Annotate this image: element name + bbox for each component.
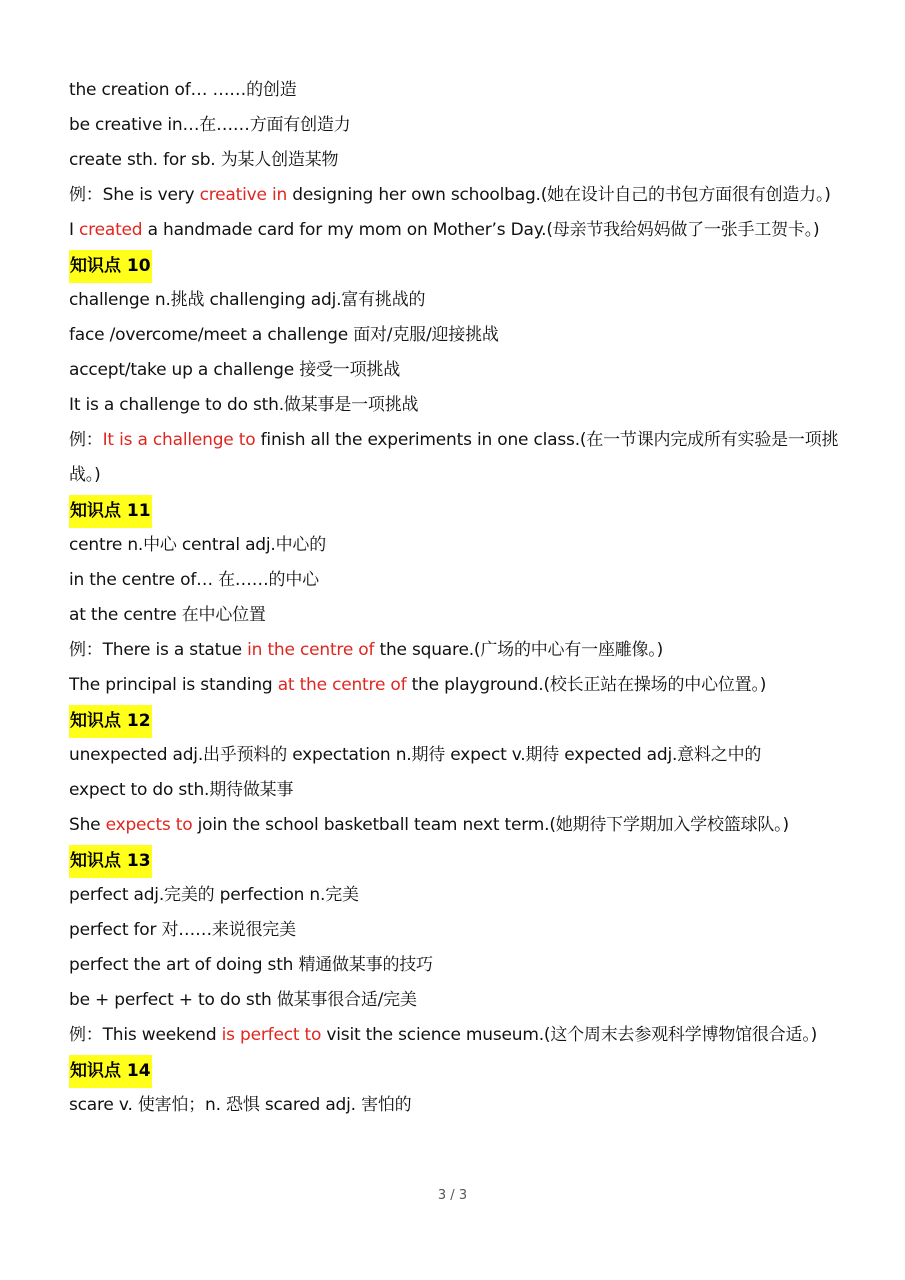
example-prefix: 例：She is very [69, 185, 200, 205]
text-line: accept/take up a challenge 接受一项挑战 [69, 360, 401, 380]
example-rest: visit the science museum.(这个周末去参观科学博物馆很合适。) [321, 1025, 818, 1045]
text-line: It is a challenge to do sth.做某事是一项挑战 [69, 395, 419, 415]
example-keyword: creative in [199, 185, 288, 205]
text-line: scare v. 使害怕；n. 恐惧 scared adj. 害怕的 [69, 1095, 412, 1115]
text-line: expect to do sth.期待做某事 [69, 780, 294, 800]
text-line: at the centre 在中心位置 [69, 605, 266, 625]
text-line: perfect the art of doing sth 精通做某事的技巧 [69, 955, 433, 975]
text-line: centre n.中心 central adj.中心的 [69, 535, 327, 555]
example-rest: a handmade card for my mom on Mother’s Day.(母亲节我给妈妈做了一张手工贺卡。) [142, 220, 820, 240]
example-prefix: I [69, 220, 80, 240]
notes-body [69, 73, 859, 1123]
example-rest: designing her own schoolbag.(她在设计自己的书包方面很有创造力。) [287, 185, 831, 205]
text-line: unexpected adj.出乎预料的 expectation n.期待 expect v.期待 expected adj.意料之中的 [69, 745, 762, 765]
example-rest: the playground.(校长正站在操场的中心位置。) [406, 675, 767, 695]
example-line [69, 178, 859, 213]
heading-label: 知识点 13 [69, 845, 152, 878]
heading-label: 知识点 11 [69, 495, 152, 528]
section-heading-14 [69, 1053, 859, 1088]
example-prefix: She [69, 815, 106, 835]
example-rest: finish all the experiments in one class.(在一节课内完成所有实验是一项挑战。) [69, 430, 839, 485]
example-line [69, 1018, 859, 1053]
example-rest: join the school basketball team next term.(她期待下学期加入学校篮球队。) [192, 815, 789, 835]
text-line: perfect adj.完美的 perfection n.完美 [69, 885, 359, 905]
example-line [69, 668, 859, 703]
section-heading-10 [69, 248, 859, 283]
text-line: the creation of… ……的创造 [69, 80, 297, 100]
example-line [69, 808, 859, 843]
example-line [69, 633, 859, 668]
heading-label: 知识点 12 [69, 705, 152, 738]
example-keyword: in the centre of [247, 640, 375, 660]
text-line: be creative in…在……方面有创造力 [69, 115, 351, 135]
example-keyword: is perfect to [221, 1025, 322, 1045]
heading-label: 知识点 14 [69, 1055, 152, 1088]
text-line: perfect for 对……来说很完美 [69, 920, 296, 940]
example-line [69, 213, 859, 248]
section-heading-13 [69, 843, 859, 878]
page-number: 3 / 3 [437, 1188, 468, 1203]
example-rest: the square.(广场的中心有一座雕像。) [374, 640, 664, 660]
example-keyword: expects to [105, 815, 193, 835]
text-line: in the centre of… 在……的中心 [69, 570, 319, 590]
example-prefix: 例： [69, 430, 103, 450]
example-keyword: created [79, 220, 143, 240]
text-line: challenge n.挑战 challenging adj.富有挑战的 [69, 290, 426, 310]
heading-label: 知识点 10 [69, 250, 152, 283]
example-prefix: The principal is standing [69, 675, 278, 695]
example-keyword: at the centre of [277, 675, 407, 695]
text-line: be + perfect + to do sth 做某事很合适/完美 [69, 990, 417, 1010]
text-line: face /overcome/meet a challenge 面对/克服/迎接挑战 [69, 325, 499, 345]
example-keyword: It is a challenge to [102, 430, 256, 450]
example-line [69, 423, 859, 493]
section-heading-12 [69, 703, 859, 738]
text-line: create sth. for sb. 为某人创造某物 [69, 150, 339, 170]
example-prefix: 例：There is a statue [69, 640, 248, 660]
section-heading-11 [69, 493, 859, 528]
example-prefix: 例：This weekend [69, 1025, 222, 1045]
